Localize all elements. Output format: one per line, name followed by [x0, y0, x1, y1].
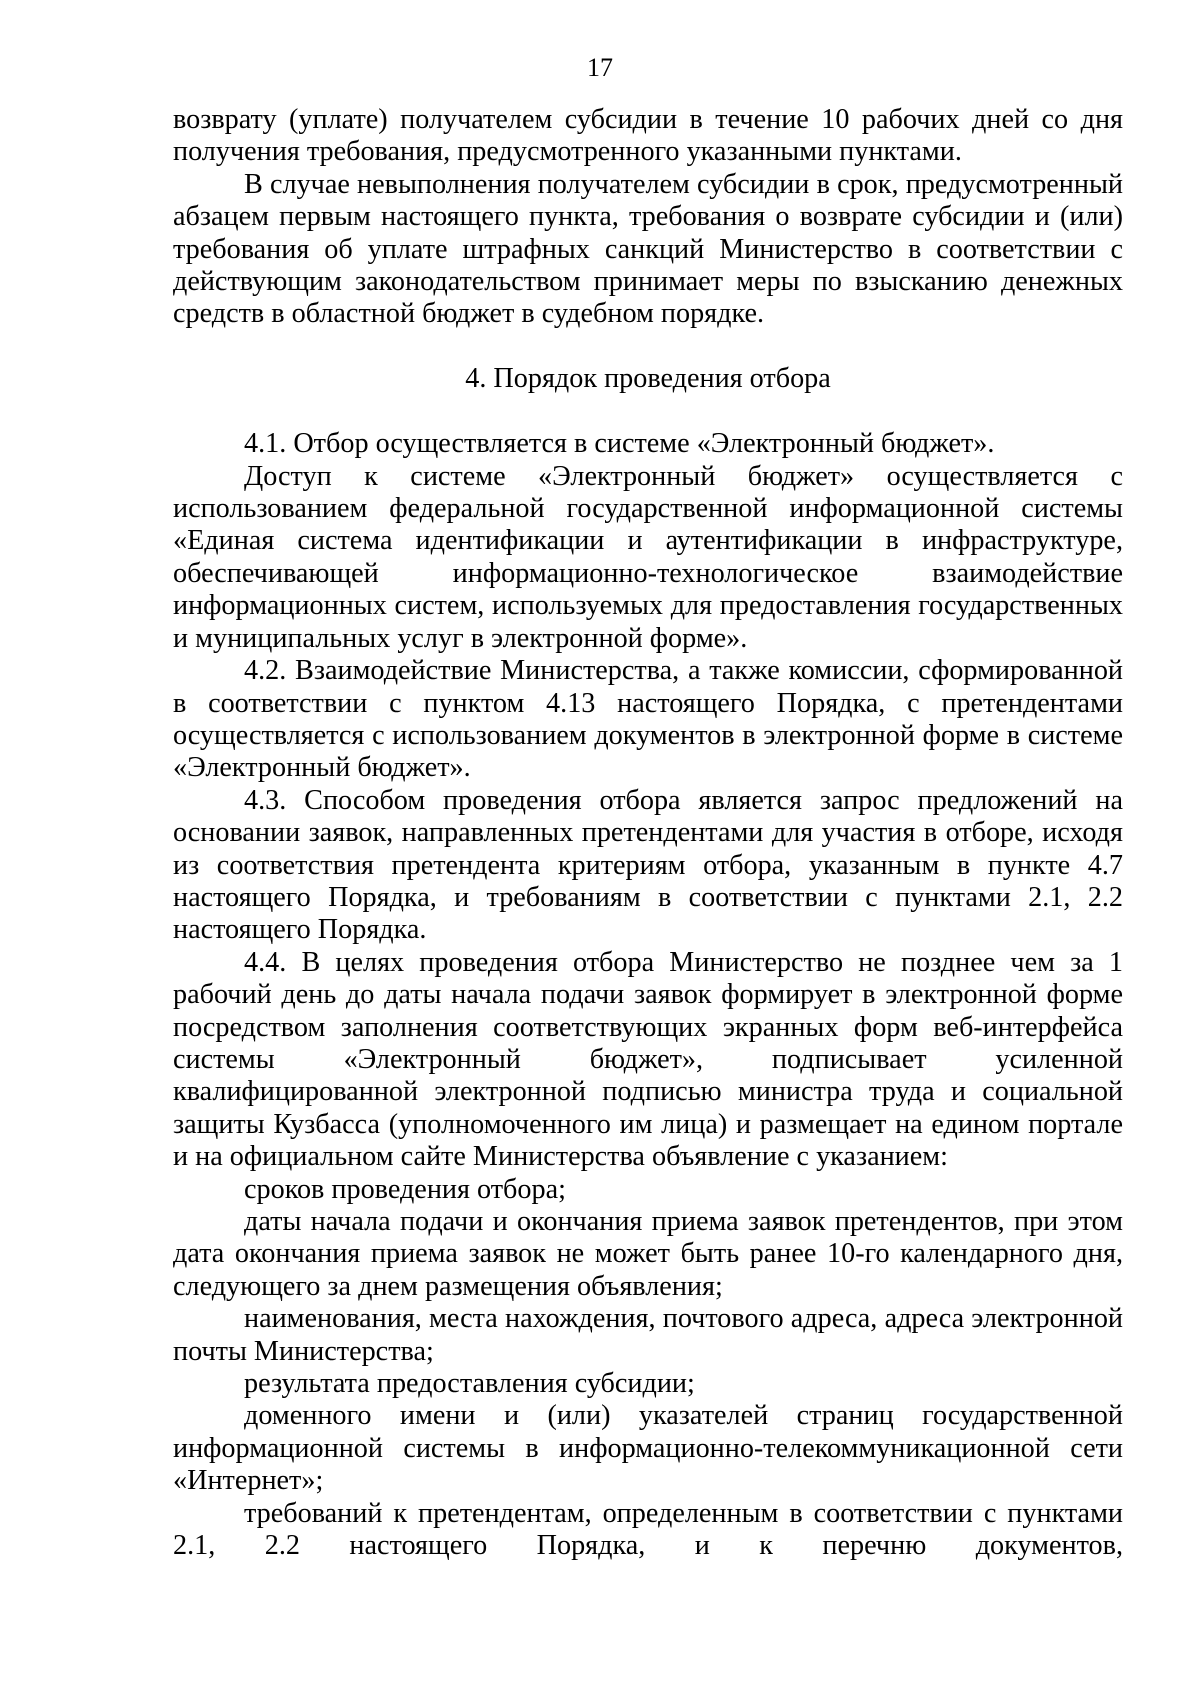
- document-body: [173, 104, 1123, 1562]
- list-item: даты начала подачи и окончания приема заявок претендентов, при этом дата окончания приема заявок не может быть ранее 10-го календарного дня, следующего за днем размещения объявления;: [173, 1206, 1123, 1302]
- paragraph: Доступ к системе «Электронный бюджет» осуществляется с использованием федеральной государственной информационной системы «Единая система идентификации и аутентификации в инфраструктуре, обеспечивающей информационно-технологическое взаимодействие информационных систем, используемых для предоставления государственных и муниципальных услуг в электронной форме».: [173, 460, 1123, 654]
- list-item: наименования, места нахождения, почтового адреса, адреса электронной почты Министерства;: [173, 1303, 1123, 1367]
- page-number: 17: [587, 53, 613, 82]
- list-item: доменного имени и (или) указателей страниц государственной информационной системы в информационно-телекоммуникационной сети «Интернет»;: [173, 1400, 1123, 1497]
- paragraph: В случае невыполнения получателем субсидии в срок, предусмотренный абзацем первым настоящего пункта, требования о возврате субсидии и (или) требования об уплате штрафных санкций Министерство в соответствии с действующим законодательством принимает меры по взысканию денежных средств в областной бюджет в судебном порядке.: [173, 168, 1123, 330]
- paragraph: 4.3. Способом проведения отбора является запрос предложений на основании заявок, направленных претендентами для участия в отборе, исходя из соответствия претендента критериям отбора, указанным в пункте 4.7 настоящего Порядка, и требованиям в соответствии с пунктами 2.1, 2.2 настоящего Порядка.: [173, 784, 1123, 946]
- section-heading: 4. Порядок проведения отбора: [465, 362, 831, 394]
- paragraph: возврату (уплате) получателем субсидии в течение 10 рабочих дней со дня получения требования, предусмотренного указанными пунктами.: [173, 104, 1123, 168]
- paragraph: 4.1. Отбор осуществляется в системе «Электронный бюджет».: [244, 428, 995, 460]
- paragraph: 4.2. Взаимодействие Министерства, а также комиссии, сформированной в соответствии с пунктом 4.13 настоящего Порядка, с претендентами осуществляется с использованием документов в электронной форме в системе «Электронный бюджет».: [173, 655, 1123, 784]
- list-item: сроков проведения отбора;: [244, 1173, 566, 1205]
- paragraph: 4.4. В целях проведения отбора Министерство не позднее чем за 1 рабочий день до даты начала подачи заявок формирует в электронной форме посредством заполнения соответствующих экранных форм веб-интерфейса системы «Электронный бюджет», подписывает усиленной квалифицированной электронной подписью министра труда и социальной защиты Кузбасса (уполномоченного им лица) и размещает на едином портале и на официальном сайте Министерства объявление с указанием:: [173, 946, 1123, 1173]
- list-item: результата предоставления субсидии;: [244, 1368, 695, 1400]
- list-item: требований к претендентам, определенным в соответствии с пунктами 2.1, 2.2 настоящего Порядка, и к перечню документов,: [173, 1497, 1123, 1562]
